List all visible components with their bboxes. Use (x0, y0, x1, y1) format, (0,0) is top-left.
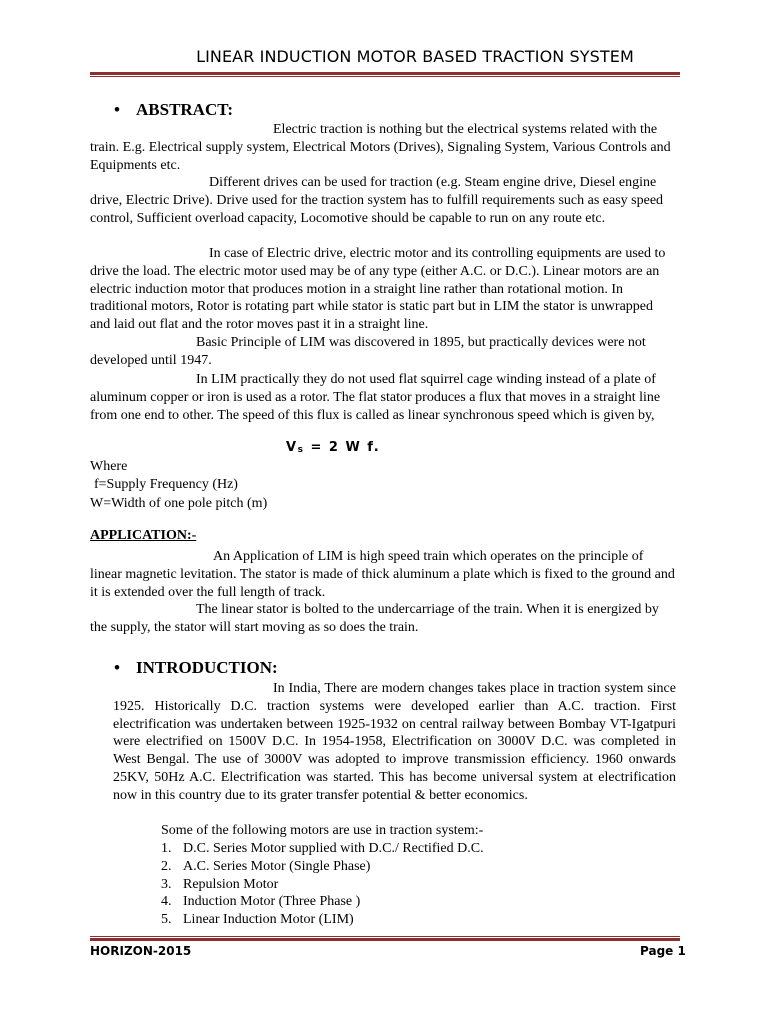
list-item (161, 858, 484, 876)
formula-symbol: V (286, 440, 298, 455)
abstract-paragraph-5: In LIM practically they do not used flat squirrel cage winding instead of a plate of aluminum copper or iron is used as a rotor. The flat stator produces a flux that moves in a straight line from one end to other. The speed of this flux is called as linear synchronous speed which is given by, (90, 372, 661, 423)
header-rule (90, 72, 680, 77)
motor-list (161, 840, 484, 929)
list-item (161, 911, 484, 929)
list-item-text: D.C. Series Motor supplied with D.C./ Rectified D.C. (183, 841, 484, 856)
page-header-title: LINEAR INDUCTION MOTOR BASED TRACTION SYSTEM (196, 47, 634, 66)
definition-width: W=Width of one pole pitch (m) (90, 496, 268, 511)
formula-expression: = 2 W f. (304, 440, 381, 455)
list-item-text: Induction Motor (Three Phase ) (183, 894, 361, 910)
abstract-heading-text: ABSTRACT: (136, 100, 233, 119)
list-item-text: A.C. Series Motor (Single Phase) (183, 858, 371, 874)
application-heading: APPLICATION:- (90, 528, 197, 543)
list-item (161, 876, 484, 894)
list-item-number: 3. (161, 876, 172, 892)
page-number: Page 1 (640, 944, 686, 958)
list-item-text: Repulsion Motor (183, 876, 279, 892)
definition-frequency: f=Supply Frequency (Hz) (94, 477, 238, 492)
list-item (161, 893, 484, 911)
where-label: Where (90, 459, 128, 474)
application-paragraph-2: The linear stator is bolted to the undercarriage of the train. When it is energized by the supply, the stator will start moving as so does the train. (90, 602, 659, 635)
abstract-paragraph-3: In case of Electric drive, electric motor and its controlling equipments are used to drive the load. The electric motor used may be of any type (either A.C. or D.C.). Linear motors are an electric induction motor that produces motion in a straight line rather than rotational motion. In traditional motors, Rotor is rotating part while stator is static part but in LIM the stator is unwrapped and laid out flat and the rotor moves past it in a straight line. (90, 246, 666, 333)
abstract-paragraph-1: Electric traction is nothing but the electrical systems related with the train. E.g. Electrical supply system, Electrical Motors (Drives), Signaling System, Various Controls and Equipments etc. (90, 122, 671, 173)
introduction-heading (114, 658, 278, 678)
list-item-number: 1. (161, 841, 172, 856)
list-item-text: Linear Induction Motor (LIM) (183, 912, 354, 928)
introduction-paragraph-2: Some of the following motors are use in traction system:- (161, 823, 484, 838)
list-item-number: 5. (161, 912, 172, 928)
abstract-paragraph-2: Different drives can be used for traction (e.g. Steam engine drive, Diesel engine drive, Electric Drive). Drive used for the traction system has to fulfill requirements such as easy speed control, Sufficient overload capacity, Locomotive should be capable to run on any route etc. (90, 175, 664, 226)
footer-left-text: HORIZON-2015 (90, 944, 192, 958)
introduction-paragraph-1: In India, There are modern changes takes place in traction system since 1925. Historically D.C. traction systems were developed earlier than A.C. traction. First electrification was undertaken between 1925-1932 on central railway between Bombay VT-Igatpuri were electrified on 1500V D.C. In 1954-1958, Electrification on 3000V D.C. was completed in West Bengal. The use of 3000V was adopted to improve transmission efficiency. 1960 onwards 25KV, 50Hz A.C. Electrification was started. This has become universal system at electrification now in this country due to its grater transfer potential & better economics. (113, 681, 676, 803)
list-item-number: 4. (161, 894, 172, 910)
synchronous-speed-formula (286, 440, 380, 455)
list-item (161, 840, 484, 858)
bullet-icon: • (114, 658, 120, 677)
bullet-icon: • (114, 100, 120, 119)
formula-subscript: s (297, 445, 305, 455)
list-item-number: 2. (161, 858, 172, 874)
abstract-heading (114, 100, 233, 120)
introduction-heading-text: INTRODUCTION: (136, 658, 278, 677)
application-paragraph-1: An Application of LIM is high speed train which operates on the principle of linear magnetic levitation. The stator is made of thick aluminum a plate which is fixed to the ground and it is extended over the full length of track. (90, 549, 675, 600)
abstract-paragraph-4: Basic Principle of LIM was discovered in 1895, but practically devices were not developed until 1947. (90, 335, 646, 368)
footer-rule (90, 936, 680, 941)
